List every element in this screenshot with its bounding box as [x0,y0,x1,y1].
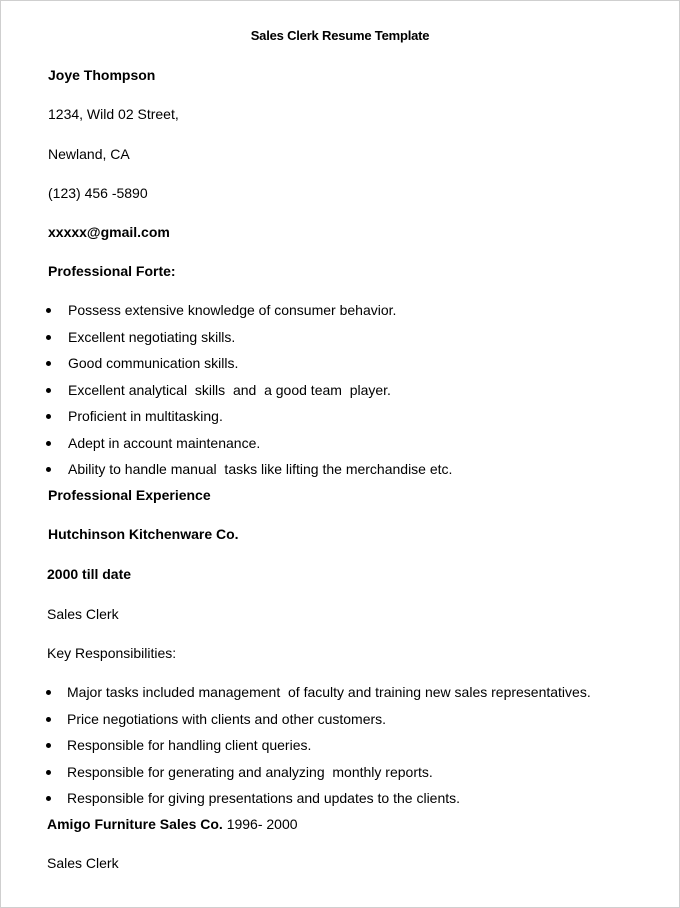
bullet-icon [46,388,51,393]
bullet-icon [46,335,51,340]
bullet-icon [46,717,51,722]
list-item: Major tasks included management of faculty and training new sales representatives. [67,684,591,711]
email-address: xxxxx@gmail.com [48,224,170,240]
phone-number: (123) 456 -5890 [48,185,148,201]
bullet-icon [46,308,51,313]
list-item: Price negotiations with clients and other customers. [67,711,591,738]
experience-heading: Professional Experience [48,487,211,503]
bullet-icon [46,796,51,801]
list-item: Adept in account maintenance. [68,435,452,462]
bullet-icon [46,690,51,695]
job1-company: Hutchinson Kitchenware Co. [48,526,239,542]
job2-period: 1996- 2000 [226,816,298,832]
document-title: Sales Clerk Resume Template [250,28,430,43]
job2-header [47,816,298,832]
job1-role: Sales Clerk [47,606,119,622]
list-item: Excellent analytical skills and a good team player. [68,382,452,409]
forte-heading: Professional Forte: [48,263,176,279]
list-item: Ability to handle manual tasks like lifting the merchandise etc. [68,461,452,488]
bullet-icon [46,467,51,472]
job2-company: Amigo Furniture Sales Co. [47,816,223,832]
forte-list [68,302,452,488]
address-line-2: Newland, CA [48,146,130,162]
bullet-icon [46,414,51,419]
bullet-icon [46,743,51,748]
list-item: Responsible for handling client queries. [67,737,591,764]
job2-role: Sales Clerk [47,855,119,871]
bullet-icon [46,441,51,446]
list-item: Excellent negotiating skills. [68,329,452,356]
bullet-icon [46,770,51,775]
list-item: Responsible for generating and analyzing monthly reports. [67,764,591,791]
responsibilities-list [67,684,591,817]
job1-period: 2000 till date [47,566,132,582]
list-item: Proficient in multitasking. [68,408,452,435]
job1-responsibilities-heading: Key Responsibilities: [47,645,177,661]
list-item: Responsible for giving presentations and updates to the clients. [67,790,591,817]
bullet-icon [46,361,51,366]
list-item: Good communication skills. [68,355,452,382]
candidate-name: Joye Thompson [48,67,156,83]
list-item: Possess extensive knowledge of consumer behavior. [68,302,452,329]
address-line-1: 1234, Wild 02 Street, [48,106,179,122]
